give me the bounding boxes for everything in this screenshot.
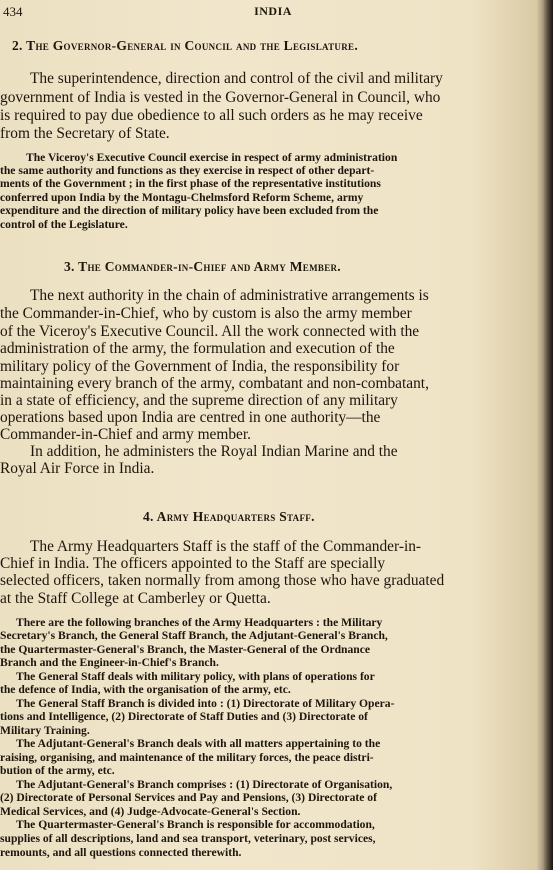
note-line: Secretary's Branch, the General Staff Branch, the Adjutant-General's Branch,	[0, 629, 388, 642]
note-line: (2) Directorate of Personal Services and Pay and Pensions, (3) Directorate of	[0, 791, 377, 804]
note-line: The Quartermaster-General's Branch is responsible for accommodation,	[16, 818, 375, 831]
note-line: the defence of India, with the organisation of the army, etc.	[0, 683, 291, 696]
body-line: The superintendence, direction and control of the civil and military	[30, 70, 443, 87]
note-line: tions and Intelligence, (2) Directorate of Staff Duties and (3) Directorate of	[0, 710, 368, 723]
body-line: selected officers, taken normally from among those who have graduated	[0, 572, 445, 589]
note-line: bution of the army, etc.	[0, 764, 115, 777]
note-line: remounts, and all questions connected therewith.	[0, 846, 242, 859]
body-line: from the Secretary of State.	[0, 125, 170, 142]
page-header	[3, 4, 543, 22]
page-edge-shadow	[543, 0, 553, 870]
body-line: operations based upon India are centred in one authority—the	[0, 409, 381, 426]
note-line: There are the following branches of the Army Headquarters : the Military	[16, 616, 383, 629]
body-line: administration of the army, the formulation and execution of the	[0, 340, 395, 357]
body-line: at the Staff College at Camberley or Quetta.	[0, 590, 271, 607]
section-3-heading: 3. The Commander-in-Chief and Army Member.	[64, 259, 341, 274]
body-line: Commander-in-Chief and army member.	[0, 426, 251, 443]
note-line: the same authority and functions as they exercise in respect of other depart-	[0, 164, 375, 177]
note-line: The Adjutant-General's Branch comprises : (1) Directorate of Organisation,	[16, 778, 393, 791]
running-head: INDIA	[254, 4, 292, 18]
note-line: the Quartermaster-General's Branch, the Master-General of the Ordnance	[0, 643, 371, 656]
body-line: In addition, he administers the Royal Indian Marine and the	[30, 443, 398, 460]
body-line: Royal Air Force in India.	[0, 460, 155, 477]
note-line: Military Training.	[0, 724, 90, 737]
note-line: supplies of all descriptions, land and sea transport, veterinary, post services,	[0, 832, 376, 845]
note-line: Medical Services, and (4) Judge-Advocate-General's Section.	[0, 805, 301, 818]
body-line: government of India is vested in the Governor-General in Council, who	[0, 89, 441, 106]
body-line: military policy of the Government of India, the responsibility for	[0, 358, 400, 375]
note-line: The Viceroy's Executive Council exercise in respect of army administration	[26, 151, 398, 164]
body-line: maintaining every branch of the army, combatant and non-combatant,	[0, 375, 429, 392]
note-line: Branch and the Engineer-in-Chief's Branch.	[0, 656, 219, 669]
note-line: conferred upon India by the Montagu-Chelmsford Reform Scheme, army	[0, 191, 364, 204]
body-line: is required to pay due obedience to all such orders as he may receive	[0, 107, 423, 124]
section-2-heading: 2. The Governor-General in Council and the Legislature.	[12, 38, 359, 53]
page-number: 434	[3, 4, 23, 19]
body-line: The next authority in the chain of administrative arrangements is	[30, 287, 429, 304]
body-line: the Commander-in-Chief, who by custom is also the army member	[0, 305, 412, 322]
note-line: expenditure and the direction of military policy have been excluded from the	[0, 204, 379, 217]
note-line: ments of the Government ; in the first phase of the representative institutions	[0, 177, 381, 190]
section-4-heading: 4. Army Headquarters Staff.	[143, 509, 315, 524]
body-line: of the Viceroy's Executive Council. All the work connected with the	[0, 323, 420, 340]
note-line: raising, organising, and maintenance of the military forces, the peace distri-	[0, 751, 374, 764]
note-line: The General Staff deals with military policy, with plans of operations for	[16, 670, 375, 683]
body-line: in a state of efficiency, and the supreme direction of any military	[0, 392, 398, 409]
body-line: The Army Headquarters Staff is the staff of the Commander-in-	[30, 538, 422, 555]
note-line: The General Staff Branch is divided into : (1) Directorate of Military Opera-	[16, 697, 395, 710]
note-line: The Adjutant-General's Branch deals with all matters appertaining to the	[16, 737, 381, 750]
note-line: control of the Legislature.	[0, 218, 128, 231]
body-line: Chief in India. The officers appointed to the Staff are specially	[0, 555, 386, 572]
